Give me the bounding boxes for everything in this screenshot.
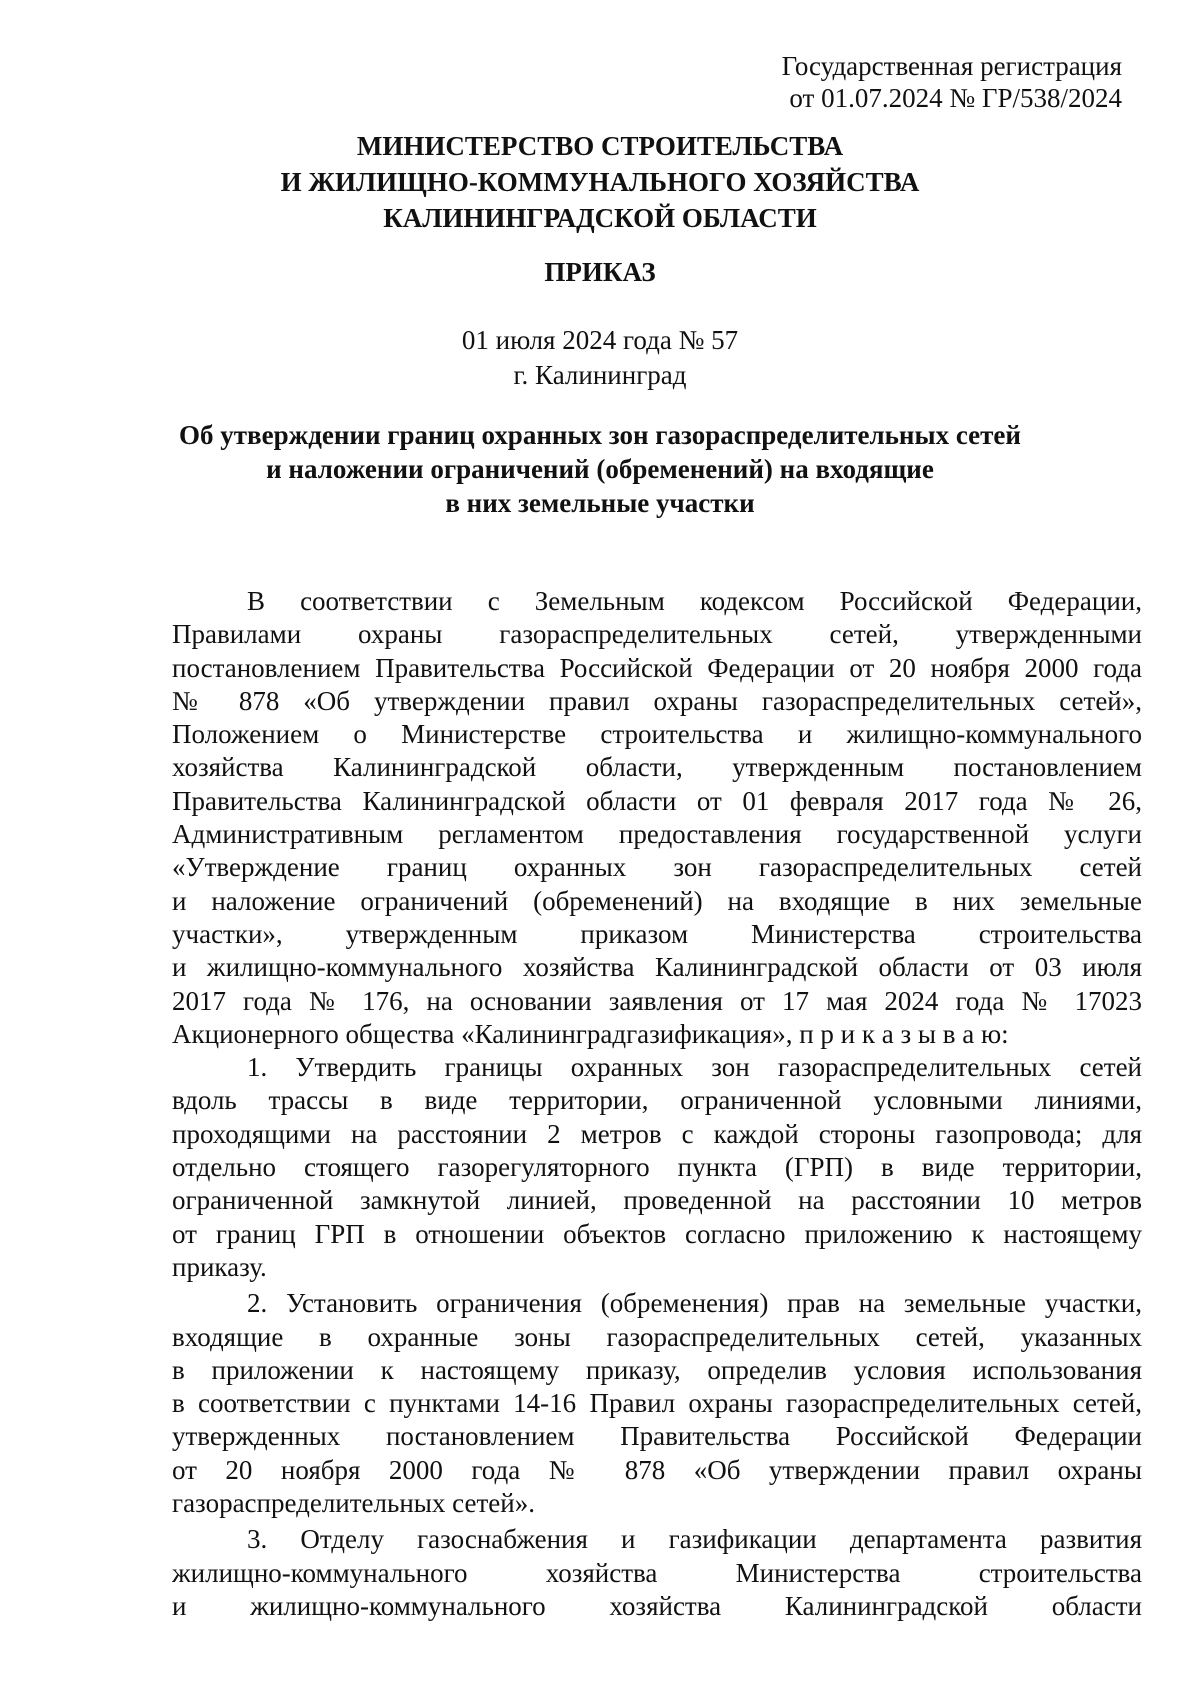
text-line: участки», утвержденным приказом Министерства строительства xyxy=(172,918,1142,949)
preamble-paragraph xyxy=(172,585,1142,1051)
text-line: хозяйства Калининградской области, утвержденным постановлением xyxy=(172,752,1142,783)
text-line: и жилищно-коммунального хозяйства Калининградской области xyxy=(172,1590,1142,1621)
text-line: газораспределительных сетей». xyxy=(172,1488,535,1519)
text-line: в приложении к настоящему приказу, определив условия использования xyxy=(172,1354,1142,1385)
text-line: от 20 ноября 2000 года № 878 «Об утверждении правил охраны xyxy=(172,1454,1142,1485)
text-line: 2. Установить ограничения (обременения) прав на земельные участки, xyxy=(247,1288,1142,1319)
order-place: г. Калининград xyxy=(513,360,687,390)
state-registration-stamp xyxy=(782,50,1122,114)
text-line: проходящими на расстоянии 2 метров с каждой стороны газопровода; для xyxy=(172,1118,1142,1149)
text-line: Акционерного общества «Калининградгазификация», п р и к а з ы в а ю: xyxy=(172,1018,1009,1049)
order-date-number: 01 июля 2024 года № 57 xyxy=(461,325,739,355)
document-type-title: ПРИКАЗ xyxy=(544,257,656,287)
registration-line-1: Государственная регистрация xyxy=(781,51,1122,81)
text-line: постановлением Правительства Российской Федерации от 20 ноября 2000 года xyxy=(172,652,1142,683)
ministry-name xyxy=(0,128,1200,236)
text-line: отдельно стоящего газорегуляторного пункта (ГРП) в виде территории, xyxy=(172,1152,1142,1183)
order-body xyxy=(172,585,1142,1623)
order-item-1 xyxy=(172,1051,1142,1284)
text-line: приказу. xyxy=(172,1251,267,1282)
text-line: Положением о Министерстве строительства и жилищно-коммунального xyxy=(172,719,1142,750)
text-line: № 878 «Об утверждении правил охраны газораспределительных сетей», xyxy=(172,685,1142,716)
date-and-place xyxy=(0,323,1200,393)
text-line: ограниченной замкнутой линией, проведенной на расстоянии 10 метров xyxy=(172,1185,1142,1216)
text-line: входящие в охранные зоны газораспределительных сетей, указанных xyxy=(172,1321,1142,1352)
text-line: 3. Отделу газоснабжения и газификации департамента развития xyxy=(247,1524,1142,1555)
text-line: Административным регламентом предоставления государственной услуги xyxy=(172,819,1142,850)
text-line: и жилищно-коммунального хозяйства Калининградской области от 03 июля xyxy=(172,952,1142,983)
text-line: Правительства Калининградской области от 01 февраля 2017 года № 26, xyxy=(172,785,1142,816)
ministry-line-3: КАЛИНИНГРАДСКОЙ ОБЛАСТИ xyxy=(383,203,817,233)
subject-line-1: Об утверждении границ охранных зон газораспределительных сетей xyxy=(179,420,1021,450)
order-subject xyxy=(0,418,1200,520)
text-line: «Утверждение границ охранных зон газораспределительных сетей xyxy=(172,852,1142,883)
registration-line-2: от 01.07.2024 № ГР/538/2024 xyxy=(789,83,1122,113)
text-line: 2017 года № 176, на основании заявления от 17 мая 2024 года № 17023 xyxy=(172,985,1142,1016)
text-line: В соответствии с Земельным кодексом Российской Федерации, xyxy=(247,586,1142,616)
text-line: и наложение ограничений (обременений) на входящие в них земельные xyxy=(172,885,1142,916)
text-line: жилищно-коммунального хозяйства Министерства строительства xyxy=(172,1557,1142,1588)
text-line: Правилами охраны газораспределительных сетей, утвержденными xyxy=(172,619,1142,650)
ministry-line-1: МИНИСТЕРСТВО СТРОИТЕЛЬСТВА xyxy=(356,131,844,161)
text-line: утвержденных постановлением Правительства Российской Федерации xyxy=(172,1421,1142,1452)
text-line: 1. Утвердить границы охранных зон газораспределительных сетей xyxy=(247,1052,1142,1083)
text-line: в соответствии с пунктами 14-16 Правил охраны газораспределительных сетей, xyxy=(172,1388,1142,1419)
order-item-3 xyxy=(172,1523,1142,1623)
subject-line-3: в них земельные участки xyxy=(445,488,755,518)
text-line: вдоль трассы в виде территории, ограниченной условными линиями, xyxy=(172,1085,1142,1116)
text-line: от границ ГРП в отношении объектов согласно приложению к настоящему xyxy=(172,1218,1142,1249)
subject-line-2: и наложении ограничений (обременений) на входящие xyxy=(266,454,934,484)
ministry-line-2: И ЖИЛИЩНО-КОММУНАЛЬНОГО ХОЗЯЙСТВА xyxy=(280,167,920,197)
order-item-2 xyxy=(172,1287,1142,1520)
